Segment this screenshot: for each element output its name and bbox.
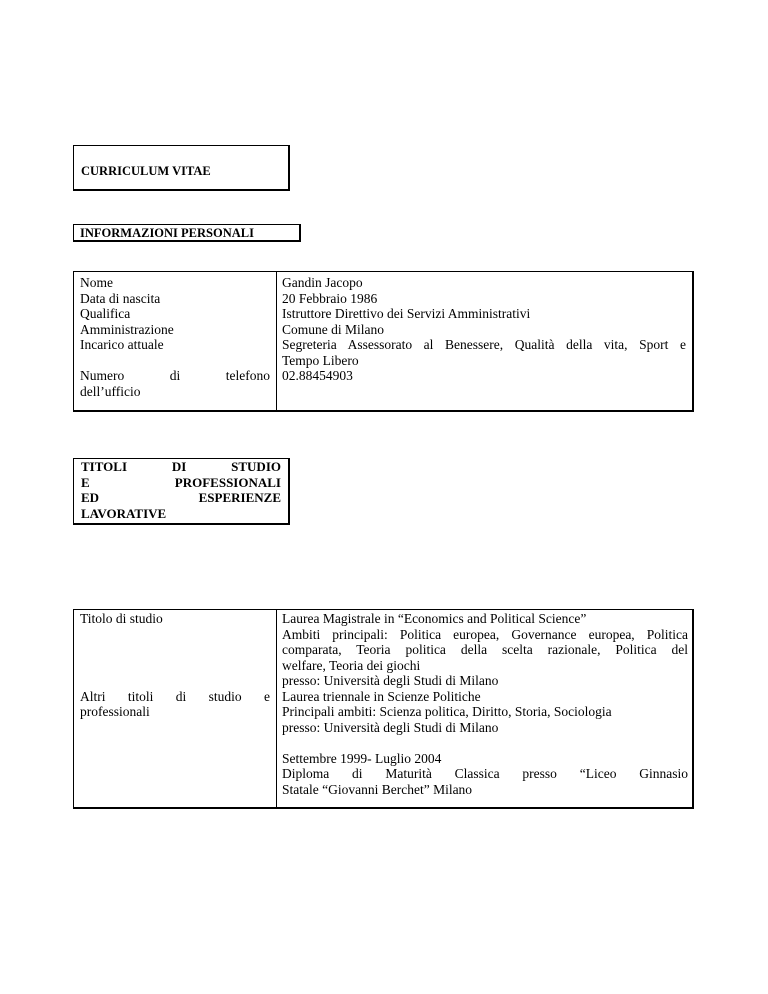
telefono-label-line2: dell’ufficio: [80, 383, 141, 399]
titolo-line-5: presso: Università degli Studi di Milano: [282, 673, 499, 688]
amministrazione-value: Comune di Milano: [282, 321, 384, 337]
titolo-label: Titolo di studio: [80, 611, 163, 626]
personal-labels-column: [80, 275, 270, 399]
titolo-line-4: welfare, Teoria dei giochi: [282, 657, 421, 673]
altri-label-line1: Altri titoli di studio e: [80, 688, 270, 704]
personal-info-heading: INFORMAZIONI PERSONALI: [80, 226, 254, 240]
altri-label-line2: professionali: [80, 704, 150, 719]
maturita-line-1: Diploma di Maturità Classica presso “Liceo Ginnasio: [282, 766, 688, 781]
personal-info-table: [73, 271, 694, 412]
titolo-line-2: Ambiti principali: Politica europea, Governance europea, Politica: [282, 626, 688, 642]
incarico-value-line1: Segreteria Assessorato al Benessere, Qualità della vita, Sport e: [282, 337, 686, 352]
cv-title-box: [73, 145, 290, 191]
titolo-line-3: comparata, Teoria politica della scelta razionale, Politica del: [282, 642, 688, 657]
titoli-heading-line4: LAVORATIVE: [81, 505, 167, 521]
titoli-heading-line3: ED ESPERIENZE: [81, 490, 281, 505]
study-values-column: [282, 611, 688, 797]
incarico-label: Incarico attuale: [80, 337, 164, 352]
telefono-label-line1: Numero di telefono: [80, 368, 270, 383]
study-labels-column: [80, 611, 270, 720]
titoli-heading-line1: TITOLI DI STUDIO: [81, 459, 281, 474]
nascita-label: Data di nascita: [80, 290, 161, 306]
nome-value: Gandin Jacopo: [282, 275, 363, 290]
study-table: [73, 609, 694, 809]
altri-line-2: Principali ambiti: Scienza politica, Diritto, Storia, Sociologia: [282, 704, 612, 719]
maturita-line-2: Statale “Giovanni Berchet” Milano: [282, 781, 473, 797]
altri-line-3: presso: Università degli Studi di Milano: [282, 719, 499, 735]
altri-line-1: Laurea triennale in Scienze Politiche: [282, 688, 481, 704]
cv-title: CURRICULUM VITAE: [81, 164, 211, 178]
incarico-value-line2: Tempo Libero: [282, 352, 359, 368]
telefono-value: 02.88454903: [282, 368, 353, 383]
qualifica-value: Istruttore Direttivo dei Servizi Amministrativi: [282, 306, 531, 321]
amministrazione-label: Amministrazione: [80, 321, 174, 337]
titoli-heading-line2: E PROFESSIONALI: [81, 474, 281, 490]
qualifica-label: Qualifica: [80, 306, 131, 321]
column-divider: [276, 610, 277, 807]
column-divider: [276, 272, 277, 410]
personal-values-column: [282, 275, 686, 384]
maturita-period: Settembre 1999- Luglio 2004: [282, 750, 442, 766]
titoli-heading-box: [73, 458, 290, 525]
titolo-line-1: Laurea Magistrale in “Economics and Political Science”: [282, 611, 587, 626]
nascita-value: 20 Febbraio 1986: [282, 290, 378, 306]
personal-info-heading-box: [73, 224, 301, 242]
nome-label: Nome: [80, 275, 113, 290]
